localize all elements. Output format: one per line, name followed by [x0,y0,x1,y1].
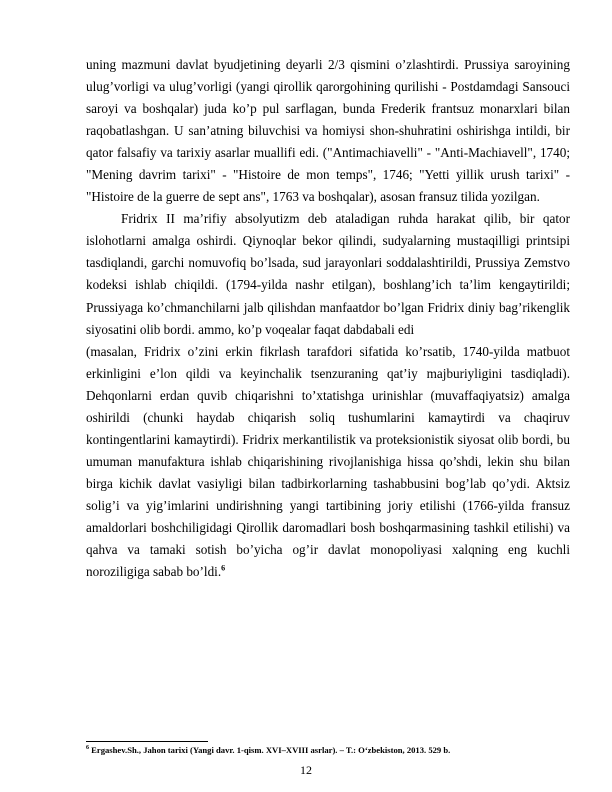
footnote [86,745,570,756]
footnote-number: 6 [86,745,89,752]
paragraph-1: uning mazmuni davlat byudjetining deyarli 2/3 qismini o’zlashtirdi. Prussiya saroyining ulug’vorligi va ulug’vorligi (yangi qirollik qarorgohining qurilishi - Postdamdagi Sansouci saroyi va boshqalar) juda ko’p pul sarflagan, bunda Frederik frantsuz monarxlari bilan raqobatlashgan. U san’atning biluvchisi va homiysi shon-shuhratini oshirishga intildi, bir qator falsafiy va tarixiy asarlar muallifi edi. ("Antimachiavelli" - "Anti-Machiavell", 1740; "Mening davrim tarixi" - "Histoire de mon temps", 1746; "Yetti yillik urush tarixi" - "Histoire de la guerre de sept ans", 1763 va boshqalar), asosan fransuz tilida yozilgan. [86,57,570,205]
paragraph-3 [86,341,570,584]
paragraph-2: Fridrix II ma’rifiy absolyutizm deb ataladigan ruhda harakat qilib, bir qator islohotlarni amalga oshirdi. Qiynoqlar bekor qilindi, sudyalarning mustaqilligi printsipi tasdiqlandi, garchi nomuvofiq bo’lsada, sud jarayonlari soddalashtirildi, Prussiya Zemstvo kodeksi ishlab chiqildi. (1794-yilda nashr etilgan), boshlang’ich ta’lim kengaytirildi; Prussiyaga ko’chmanchilarni jalb qilishdan manfaatdor bo’lgan Fridrix diniy bag’rikenglik siyosatini olib bordi. ammo, ko’p voqealar faqat dabdabali edi [86,211,570,337]
footnote-reference[interactable]: 6 [221,563,226,573]
footnote-separator [86,741,208,742]
body-text [86,54,570,583]
paragraph-3-text: (masalan, Fridrix o’zini erkin fikrlash tarafdori sifatida ko’rsatib, 1740-yilda matbuot erkinligini e’lon qildi va keyinchalik tsenzuraning qat’iy majburiyligini tasdiqladi). Dehqonlarni erdan quvib chiqarishni to’xtatishga urinishlar (muvaffaqiyatsiz) amalga oshirildi (chunki haydab chiqarish soliq tushumlarini kamaytirdi va chaqiruv kontingentlarini kamaytirdi). Fridrix merkantilistik va proteksionistik siyosat olib bordi, bu umuman manufaktura ishlab chiqarishining rivojlanishiga hissa qo’shdi, lekin shu bilan birga kichik davlat vasiyligi bilan tadbirkorlarning tashabbusini bog’lab qo’ydi. Aktsiz solig’i va yig’imlarini undirishning yangi tartibining joriy etilishi (1766-yilda fransuz amaldorlari boshchiligidagi Qirollik daromadlari bosh boshqarmasining tashkil etilishi) va qahva va tamaki sotish bo’yicha og’ir davlat monopoliyasi xalqning eng kuchli noroziligiga sabab bo’ldi. [86,343,570,580]
page-number: 12 [300,763,312,777]
footnote-text: Ergashev.Sh., Jahon tarixi (Yangi davr. 1-qism. XVI–XVIII asrlar). – T.: O‘zbekiston, 2013. 529 b. [89,745,451,755]
